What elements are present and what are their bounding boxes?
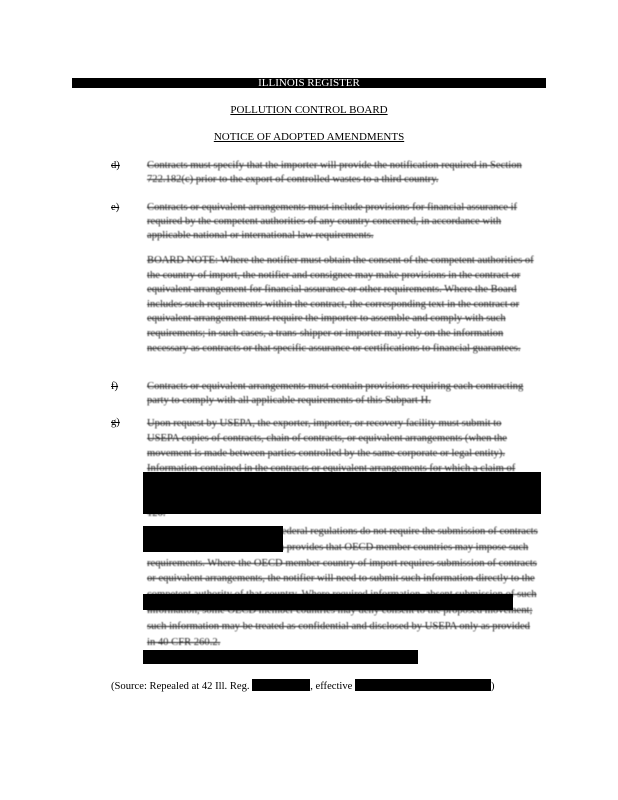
item-text-f: Contracts or equivalent arrangements must contain provisions requiring each contracting party to comply with all applicable requirements of this Subpart H.: [147, 381, 524, 406]
source-suffix: ): [491, 681, 495, 692]
board-note-1: BOARD NOTE: Where the notifier must obtain the consent of the competent authorities of the country of import, the notifier and consignee may make provisions in the contract or equivalent arrangement for financial assurance or other requirements. Where the Board includes such requirements within the contract, the corresponding text in the contract or equivalent arrangement must require the importer to assemble and comply with such requirements; in such cases, a trans-shipper or importer may rely on the information necessary as contracts or that specific assurance or certifications to financial guarantees.: [147, 255, 534, 354]
register-title: ILLINOIS REGISTER: [258, 77, 360, 89]
board-note-2: BOARD NOTE: Although the federal regulations do not require the submission of contracts at this time, the OECD Decision provides that OECD member countries may impose such requirements. Where the OECD member country of import requires submission of contracts or equivalent arrangements, the notifier will need to submit such information directly to the competent authority of that country. Where required information, absent submission of such information, some OECD member countries may deny consent to the proposed movement; such information may be treated as confidential and disclosed by USEPA only as provided in 40 CFR 260.2.: [147, 526, 538, 648]
board-title: POLLUTION CONTROL BOARD: [230, 104, 388, 116]
item-text-e: Contracts or equivalent arrangements must include provisions for financial assurance if required by the competent authorities of any country concerned, in accordance with applicable national or international law requirements.: [147, 202, 518, 241]
item-label-g: g): [111, 417, 120, 428]
note2-redaction-bottom: [143, 650, 418, 664]
source-date-blank: [252, 679, 310, 691]
item-text-d: Contracts must specify that the importer will provide the notification required in Section 722.182(c) prior to the export of controlled wastes to a third country.: [147, 160, 522, 185]
item-label-f: f): [111, 381, 119, 392]
source-effective-blank: [355, 679, 491, 691]
item-label-e: e): [111, 202, 120, 213]
notice-title: NOTICE OF ADOPTED AMENDMENTS: [213, 131, 405, 143]
source-prefix: (Source: Repealed at 42 Ill. Reg.: [111, 681, 250, 692]
item-label-d: d): [111, 160, 120, 171]
item-text-g: Upon request by USEPA, the exporter, importer, or recovery facility must submit to USEPA copies of contracts, chain of contracts, or equivalent arrangements (when the movement is made between parties controlled by the same corporate or legal entity). Information contained in the contracts or equivalent arrangements for which a claim of confidentiality is asserted in accordance with 35 Ill. Adm. Code 120 will be treated as confidential and will be disclosed by the Agency only as provided in 35 Ill. Adm. Code 120.: [147, 418, 517, 519]
source-middle: , effective: [310, 681, 353, 692]
source-note: [111, 679, 495, 694]
